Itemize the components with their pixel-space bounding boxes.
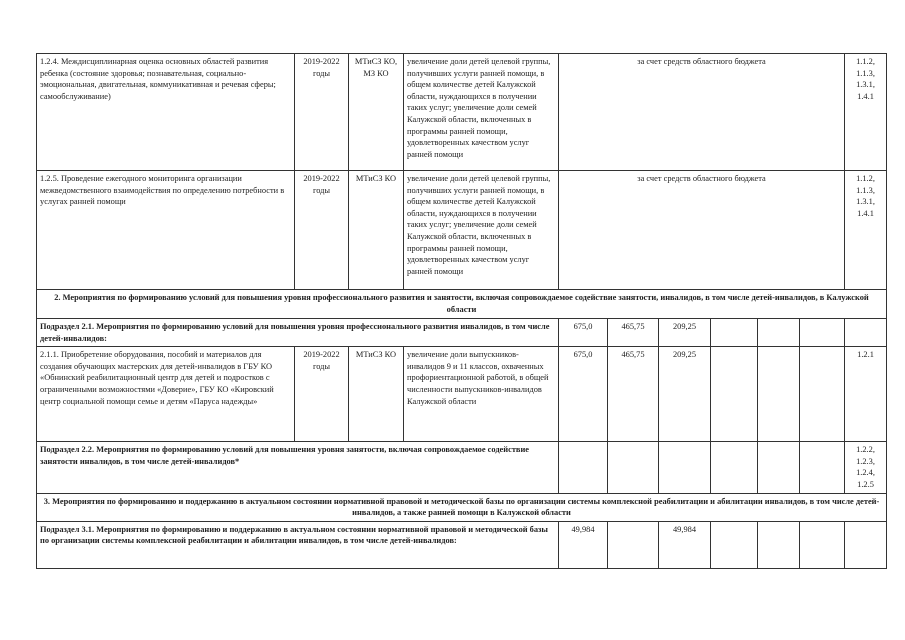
- subsection-row: [37, 442, 887, 493]
- measure-funding: за счет средств областного бюджета: [559, 171, 845, 290]
- section-row: [37, 493, 887, 521]
- funding-total: 49,984: [559, 521, 608, 568]
- measure-indicator: увеличение доли детей целевой группы, получивших услуги ранней помощи, в общем количестве детей Калужской области, нуждающихся в получении таких услуг; увеличение доли семей Калужской области, включенных в программы ранней помощи, удовлетворенных качеством услуг ранней помощи: [404, 171, 559, 290]
- empty-cell: [845, 319, 887, 347]
- measure-indicator: увеличение доли выпускников-инвалидов 9 и 11 классов, охваченных профориентационной работой, в общей численности выпускников-инвалидов Калужской области: [404, 347, 559, 442]
- empty-cell: [711, 442, 758, 493]
- empty-cell: [800, 347, 845, 442]
- measure-indicator: увеличение доли детей целевой группы, получивших услуги ранней помощи, в общем количестве детей Калужской области, нуждающихся в получении таких услуг; увеличение доли семей Калужской области, включенных в программы ранней помощи, удовлетворенных качеством услуг ранней помощи: [404, 54, 559, 171]
- section-row: [37, 290, 887, 319]
- measure-name: 1.2.4. Междисциплинарная оценка основных областей развития ребенка (состояние здоровья; познавательная, социально-эмоциональная, двигательная, коммуникативная и речевая сферы; самообслуживание): [37, 54, 295, 171]
- funding-regional: 209,25: [659, 347, 711, 442]
- empty-cell: [711, 347, 758, 442]
- measure-executor: МТиСЗ КО, МЗ КО: [349, 54, 404, 171]
- program-table-page: [36, 53, 886, 569]
- funding-federal: 465,75: [608, 319, 659, 347]
- table-row: [37, 171, 887, 290]
- measure-name: 2.1.1. Приобретение оборудования, пособий и материалов для создания обучающих мастерских для детей-инвалидов в ГБУ КО «Обнинский реабилитационный центр для детей и подростков с ограниченными возможностями «Доверие», ГБУ КО «Кировский центр социальной помощи семье и детям «Паруса надежды»: [37, 347, 295, 442]
- empty-cell: [758, 521, 800, 568]
- section-title: 2. Мероприятия по формированию условий для повышения уровня профессионального развития и занятости, включая сопровождаемое содействие занятости, инвалидов, в том числе детей-инвалидов, в Калужской области: [37, 290, 887, 319]
- subsection-row: [37, 521, 887, 568]
- measure-links: 1.1.2, 1.1.3, 1.3.1, 1.4.1: [845, 171, 887, 290]
- funding-total: 675,0: [559, 347, 608, 442]
- empty-cell: [608, 521, 659, 568]
- subsection-title: Подраздел 3.1. Мероприятия по формированию и поддержанию в актуальном состоянии нормативной правовой и методической базы по организации системы комплексной реабилитации и абилитации инвалидов, в том числе детей-инвалидов:: [37, 521, 559, 568]
- empty-cell: [758, 442, 800, 493]
- empty-cell: [659, 442, 711, 493]
- subsection-title: Подраздел 2.1. Мероприятия по формированию условий для повышения уровня профессионального развития инвалидов, в том числе детей-инвалидов:: [37, 319, 559, 347]
- funding-regional: 209,25: [659, 319, 711, 347]
- empty-cell: [758, 347, 800, 442]
- empty-cell: [608, 442, 659, 493]
- measure-years: 2019-2022 годы: [295, 171, 349, 290]
- measure-executor: МТиСЗ КО: [349, 347, 404, 442]
- measure-years: 2019-2022 годы: [295, 54, 349, 171]
- table-row: [37, 54, 887, 171]
- measure-links: 1.2.1: [845, 347, 887, 442]
- funding-federal: 465,75: [608, 347, 659, 442]
- empty-cell: [800, 442, 845, 493]
- program-measures-table: [36, 53, 887, 569]
- empty-cell: [800, 521, 845, 568]
- section-title: 3. Мероприятия по формированию и поддержанию в актуальном состоянии нормативной правовой и методической базы по организации системы комплексной реабилитации и абилитации инвалидов, в том числе детей-инвалидов, а также ранней помощи в Калужской области: [37, 493, 887, 521]
- subsection-title: Подраздел 2.2. Мероприятия по формированию условий для повышения уровня занятости, включая сопровождаемое содействие занятости инвалидов, в том числе детей-инвалидов*: [37, 442, 559, 493]
- empty-cell: [758, 319, 800, 347]
- funding-regional: 49,984: [659, 521, 711, 568]
- measure-funding: за счет средств областного бюджета: [559, 54, 845, 171]
- measure-links: 1.1.2, 1.1.3, 1.3.1, 1.4.1: [845, 54, 887, 171]
- measure-years: 2019-2022 годы: [295, 347, 349, 442]
- measure-name: 1.2.5. Проведение ежегодного мониторинга организации межведомственного взаимодействия по определению потребности в услугах ранней помощи: [37, 171, 295, 290]
- subsection-row: [37, 319, 887, 347]
- table-row: [37, 347, 887, 442]
- empty-cell: [845, 521, 887, 568]
- empty-cell: [711, 319, 758, 347]
- measure-links: 1.2.2, 1.2.3, 1.2.4, 1.2.5: [845, 442, 887, 493]
- empty-cell: [711, 521, 758, 568]
- measure-executor: МТиСЗ КО: [349, 171, 404, 290]
- funding-total: 675,0: [559, 319, 608, 347]
- empty-cell: [800, 319, 845, 347]
- empty-cell: [559, 442, 608, 493]
